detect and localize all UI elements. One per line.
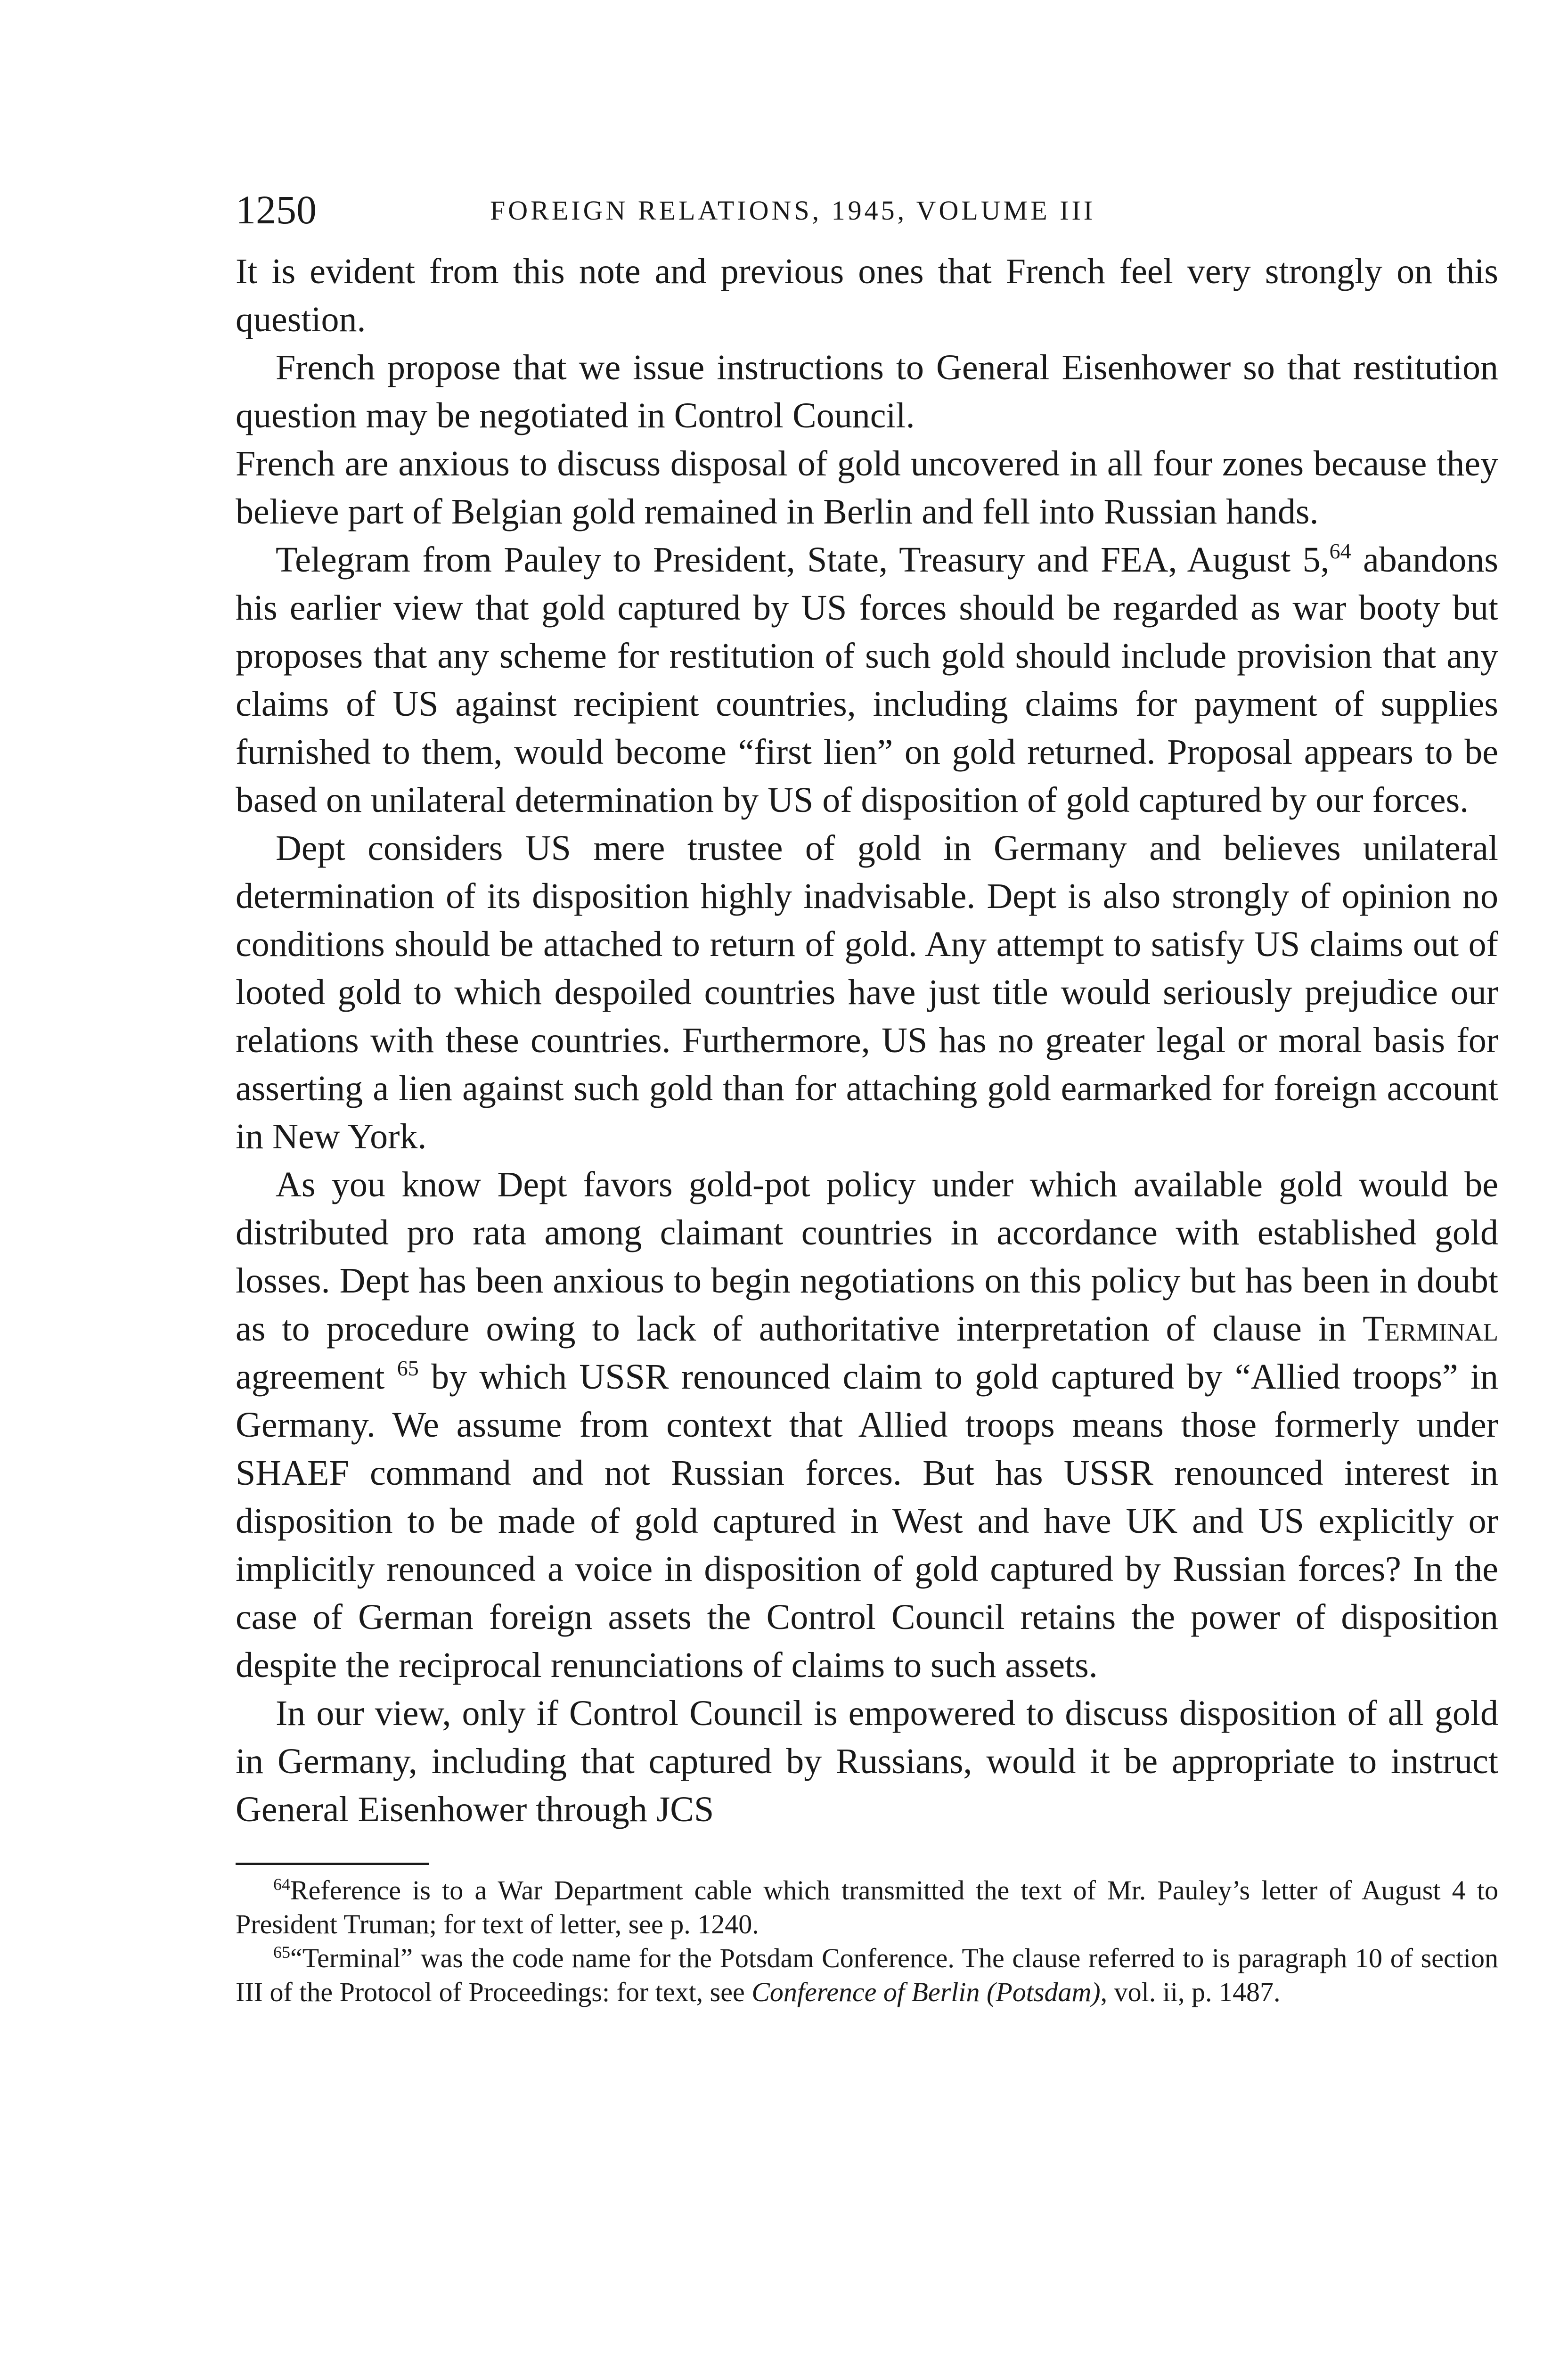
footnote-title: Conference of Berlin (Potsdam) (751, 1977, 1101, 2007)
page-header (236, 186, 1498, 247)
document-page (236, 186, 1498, 2009)
paragraph: French propose that we issue instructions to General Eisenhower so that restitution question may be negotiated in Control Council. (236, 348, 1498, 435)
paragraph-text: agreement (236, 1357, 397, 1397)
footnote-65 (236, 1941, 1498, 2009)
body-text (236, 247, 1498, 1833)
footnote-text: Reference is to a War Department cable which transmitted the text of Mr. Pauley’s letter of August 4 to President Truman; for text of letter, see p. 1240. (236, 1875, 1498, 1939)
paragraph (236, 536, 1498, 824)
page-number: 1250 (236, 187, 317, 232)
footnote-mark: 64 (273, 1875, 290, 1894)
paragraph: Dept considers US mere trustee of gold in Germany and believes unilateral determination of its disposition highly inadvisable. Dept is also strongly of opinion no conditions should be attached to return of gold. Any attempt to satisfy US claims out of looted gold to which despoiled countries have just title would seriously prejudice our relations with these countries. Furthermore, US has no greater legal or moral basis for asserting a lien against such gold than for attaching gold earmarked for foreign account in New York. (236, 828, 1498, 1156)
footnote-mark: 65 (273, 1943, 290, 1962)
paragraph: In our view, only if Control Council is empowered to discuss disposition of all gold in Germany, including that captured by Russians, would it be appropriate to instruct General Eisenhower through JCS (236, 1693, 1498, 1829)
paragraph-text: Telegram from Pauley to President, State, Treasury and FEA, August 5, (276, 540, 1330, 580)
running-head: FOREIGN RELATIONS, 1945, VOLUME III (490, 195, 1096, 226)
footnote-64 (236, 1873, 1498, 1941)
paragraph-text: by which USSR renounced claim to gold captured by “Allied troops” in Germany. We assume from context that Allied troops means those formerly under SHAEF command and not Russian forces. But has USSR renounced interest in disposition to be made of gold captured in West and have UK and US explicitly or implicitly renounced a voice in disposition of gold captured by Russian forces? In the case of German foreign assets the Control Council retains the power of disposition despite the reciprocal renunciations of claims to such assets. (236, 1357, 1498, 1685)
paragraph-text: As you know Dept favors gold-pot policy under which available gold would be distributed pro rata among claimant countries in accordance with established gold losses. Dept has been anxious to begin negotiations on this policy but has been in doubt as to procedure owing to lack of authoritative interpretation of clause in (236, 1165, 1498, 1349)
footnote-text: , vol. ii, p. 1487. (1100, 1977, 1281, 2007)
paragraph: It is evident from this note and previous ones that French feel very strongly on this question. (236, 252, 1498, 339)
footnotes (236, 1873, 1498, 2009)
terminal-term: Terminal (1363, 1309, 1498, 1349)
footnote-ref-65[interactable]: 65 (397, 1356, 419, 1380)
footnote-text: “Terminal” was the code name for the Potsdam Conference. The clause referred to is paragraph 10 of section III of the Protocol of Proceedings: for text, see (236, 1943, 1498, 2007)
paragraph-text: abandons his earlier view that gold captured by US forces should be regarded as war booty but proposes that any scheme for restitution of such gold should include provision that any claims of US against recipient countries, including claims for payment of supplies furnished to them, would become “first lien” on gold returned. Proposal appears to be based on unilateral determination by US of disposition of gold captured by our forces. (236, 540, 1499, 820)
paragraph: French are anxious to discuss disposal of gold uncovered in all four zones because they believe part of Belgian gold remained in Berlin and fell into Russian hands. (236, 444, 1498, 532)
footnote-divider (236, 1863, 429, 1865)
footnote-ref-64[interactable]: 64 (1329, 539, 1351, 563)
paragraph (236, 1161, 1498, 1689)
